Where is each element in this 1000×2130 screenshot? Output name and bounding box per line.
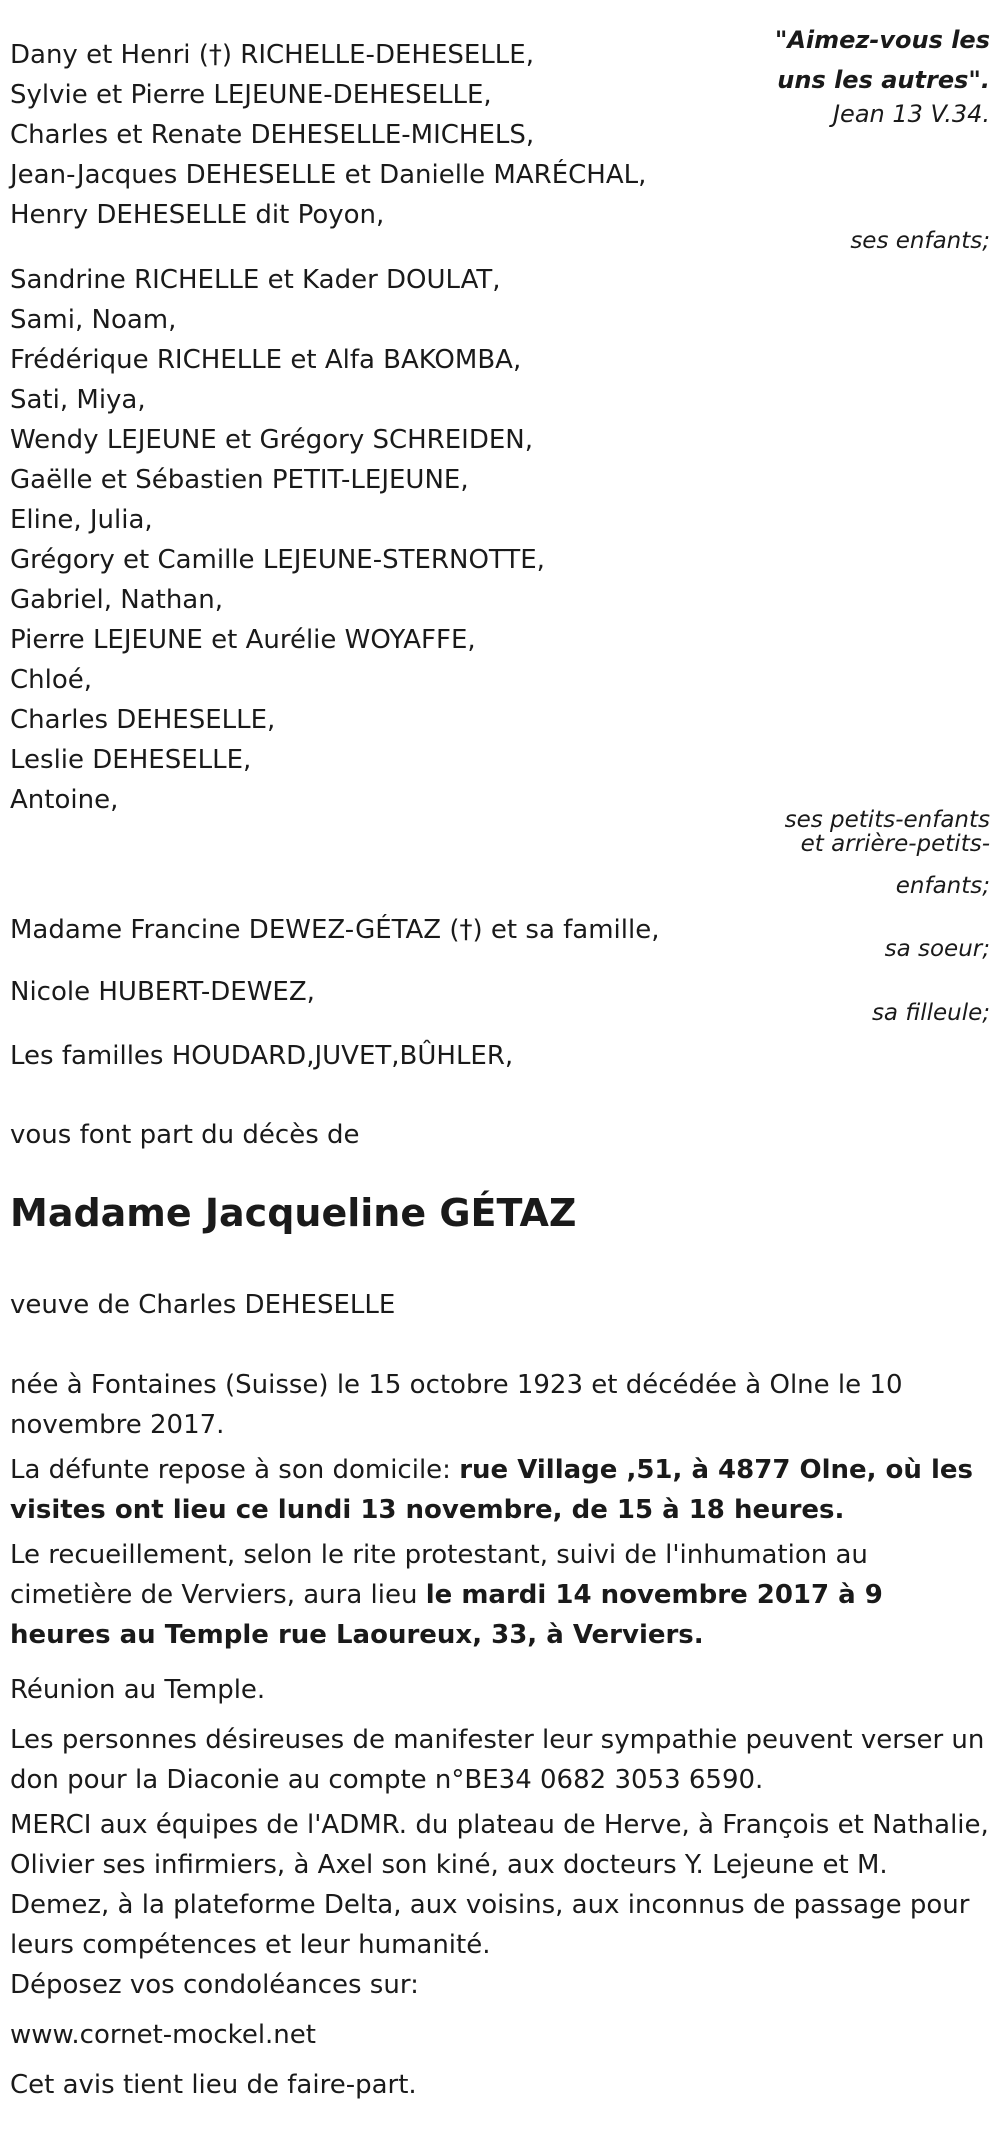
grandchild-line: Frédérique RICHELLE et Alfa BAKOMBA, bbox=[10, 345, 522, 375]
quote-reference: Jean 13 V.34. bbox=[832, 100, 990, 128]
grandchild-line: Pierre LEJEUNE et Aurélie WOYAFFE, bbox=[10, 625, 476, 655]
families-line: Les familles HOUDARD,JUVET,BÛHLER, bbox=[10, 1041, 514, 1071]
bible-quote bbox=[775, 20, 990, 134]
rest-paragraph bbox=[10, 1450, 990, 1530]
goddaughter-line: Nicole HUBERT-DEWEZ, bbox=[10, 977, 315, 1007]
grandchildren-label-3: enfants; bbox=[895, 873, 990, 899]
reunion-paragraph: Réunion au Temple. bbox=[10, 1675, 266, 1705]
ceremony-paragraph bbox=[10, 1535, 990, 1655]
grandchild-line: Grégory et Camille LEJEUNE-STERNOTTE, bbox=[10, 545, 545, 575]
child-line: Jean-Jacques DEHESELLE et Danielle MARÉCHAL, bbox=[10, 160, 647, 190]
birth-death-paragraph: née à Fontaines (Suisse) le 15 octobre 1923 et décédée à Olne le 10 novembre 2017. bbox=[10, 1370, 903, 1440]
quote-line-2: uns les autres". bbox=[777, 66, 990, 94]
grandchild-line: Chloé, bbox=[10, 665, 93, 695]
grandchild-line: Sati, Miya, bbox=[10, 385, 146, 415]
rest-prefix: La défunte repose à son domicile: bbox=[10, 1455, 460, 1485]
grandchild-line: Gaëlle et Sébastien PETIT-LEJEUNE, bbox=[10, 465, 469, 495]
website-link[interactable]: www.cornet-mockel.net bbox=[10, 2020, 316, 2050]
notice-line: Cet avis tient lieu de faire-part. bbox=[10, 2070, 417, 2100]
condolences-label: Déposez vos condoléances sur: bbox=[10, 1970, 419, 2000]
rest-details: rue Village ,51, à 4877 Olne, où les visites ont lieu ce lundi 13 novembre, de 15 à 18 heures. bbox=[10, 1455, 973, 1525]
child-line: Dany et Henri (†) RICHELLE-DEHESELLE, bbox=[10, 40, 534, 70]
sister-line: Madame Francine DEWEZ-GÉTAZ (†) et sa famille, bbox=[10, 915, 660, 945]
ceremony-prefix: Le recueillement, selon le rite protestant, suivi de l'inhumation au cimetière de Verviers, aura lieu bbox=[10, 1540, 868, 1610]
widow-of-line: veuve de Charles DEHESELLE bbox=[10, 1290, 396, 1320]
grandchild-line: Wendy LEJEUNE et Grégory SCHREIDEN, bbox=[10, 425, 533, 455]
sister-label: sa soeur; bbox=[884, 936, 990, 962]
deceased-name: Madame Jacqueline GÉTAZ bbox=[10, 1191, 577, 1235]
grandchild-line: Charles DEHESELLE, bbox=[10, 705, 276, 735]
grandchild-line: Eline, Julia, bbox=[10, 505, 153, 535]
grandchild-line: Sami, Noam, bbox=[10, 305, 177, 335]
child-line: Charles et Renate DEHESELLE-MICHELS, bbox=[10, 120, 535, 150]
ceremony-details: le mardi 14 novembre 2017 à 9 heures au Temple rue Laoureux, 33, à Verviers. bbox=[10, 1580, 883, 1650]
grandchildren-label-2: et arrière-petits- bbox=[800, 831, 990, 857]
goddaughter-label: sa filleule; bbox=[871, 1000, 990, 1026]
grandchild-line: Leslie DEHESELLE, bbox=[10, 745, 252, 775]
grandchild-line: Sandrine RICHELLE et Kader DOULAT, bbox=[10, 265, 501, 295]
announcement-line: vous font part du décès de bbox=[10, 1120, 360, 1150]
grandchild-line: Antoine, bbox=[10, 785, 119, 815]
child-line: Henry DEHESELLE dit Poyon, bbox=[10, 200, 385, 230]
grandchild-line: Gabriel, Nathan, bbox=[10, 585, 223, 615]
grandchildren-label-1: ses petits-enfants bbox=[784, 807, 990, 833]
thanks-paragraph: MERCI aux équipes de l'ADMR. du plateau de Herve, à François et Nathalie, Olivier ses infirmiers, à Axel son kiné, aux docteurs Y. Lejeune et M. Demez, à la plateforme Delta, aux voisins, aux inconnus de passage pour leurs compétences et leur humanité. bbox=[10, 1810, 989, 1960]
quote-line-1: "Aimez-vous les bbox=[774, 26, 990, 54]
donation-paragraph: Les personnes désireuses de manifester leur sympathie peuvent verser un don pour la Diaconie au compte n°BE34 0682 3053 6590. bbox=[10, 1725, 985, 1795]
children-label: ses enfants; bbox=[850, 228, 990, 254]
child-line: Sylvie et Pierre LEJEUNE-DEHESELLE, bbox=[10, 80, 492, 110]
